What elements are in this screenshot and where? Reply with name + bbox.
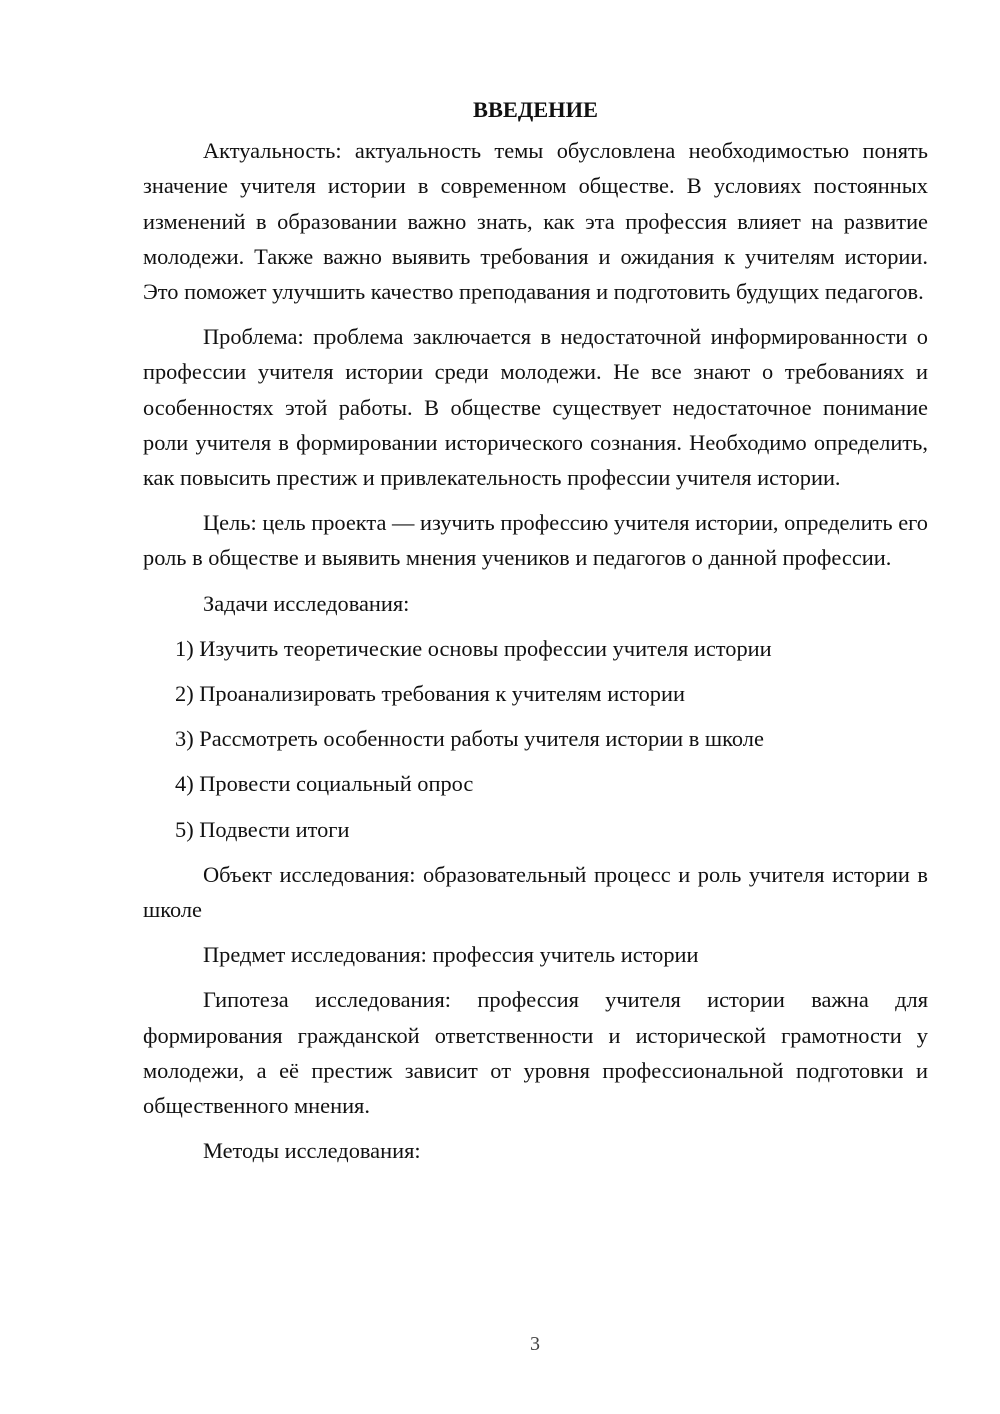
page-title: ВВЕДЕНИЕ	[473, 97, 598, 122]
object-paragraph: Объект исследования: образовательный процесс и роль учителя истории в школе	[143, 861, 928, 923]
page-number: 3	[530, 1333, 540, 1355]
tasks-list	[143, 631, 928, 847]
list-item: 2) Проанализировать требования к учителям истории	[175, 681, 685, 707]
methods-heading: Методы исследования:	[203, 1138, 421, 1164]
list-item: 5) Подвести итоги	[175, 816, 350, 842]
problem-paragraph: Проблема: проблема заключается в недостаточной информированности о профессии учителя истории среди молодежи. Не все знают о требованиях и особенностях этой работы. В обществе существует недостаточное понимание роли учителя в формировании исторического сознания. Необходимо определить, как повысить престиж и привлекательность профессии учителя истории.	[143, 324, 928, 491]
list-item: 3) Рассмотреть особенности работы учителя истории в школе	[175, 726, 764, 752]
list-item: 1) Изучить теоретические основы профессии учителя истории	[175, 635, 772, 661]
subject-paragraph: Предмет исследования: профессия учитель истории	[203, 942, 699, 968]
page-content	[143, 92, 928, 1178]
relevance-paragraph: Актуальность: актуальность темы обусловлена необходимостью понять значение учителя истории в современном обществе. В условиях постоянных изменений в образовании важно знать, как эта профессия влияет на развитие молодежи. Также важно выявить требования и ожидания к учителям истории. Это поможет улучшить качество преподавания и подготовить будущих педагогов.	[143, 138, 928, 305]
tasks-heading: Задачи исследования:	[203, 590, 410, 616]
goal-paragraph: Цель: цель проекта — изучить профессию учителя истории, определить его роль в обществе и выявить мнения учеников и педагогов о данной профессии.	[143, 510, 928, 571]
list-item: 4) Провести социальный опрос	[175, 771, 474, 797]
hypothesis-paragraph: Гипотеза исследования: профессия учителя истории важна для формирования гражданской ответственности и исторической грамотности у молодежи, а её престиж зависит от уровня профессиональной подготовки и общественного мнения.	[143, 987, 928, 1119]
